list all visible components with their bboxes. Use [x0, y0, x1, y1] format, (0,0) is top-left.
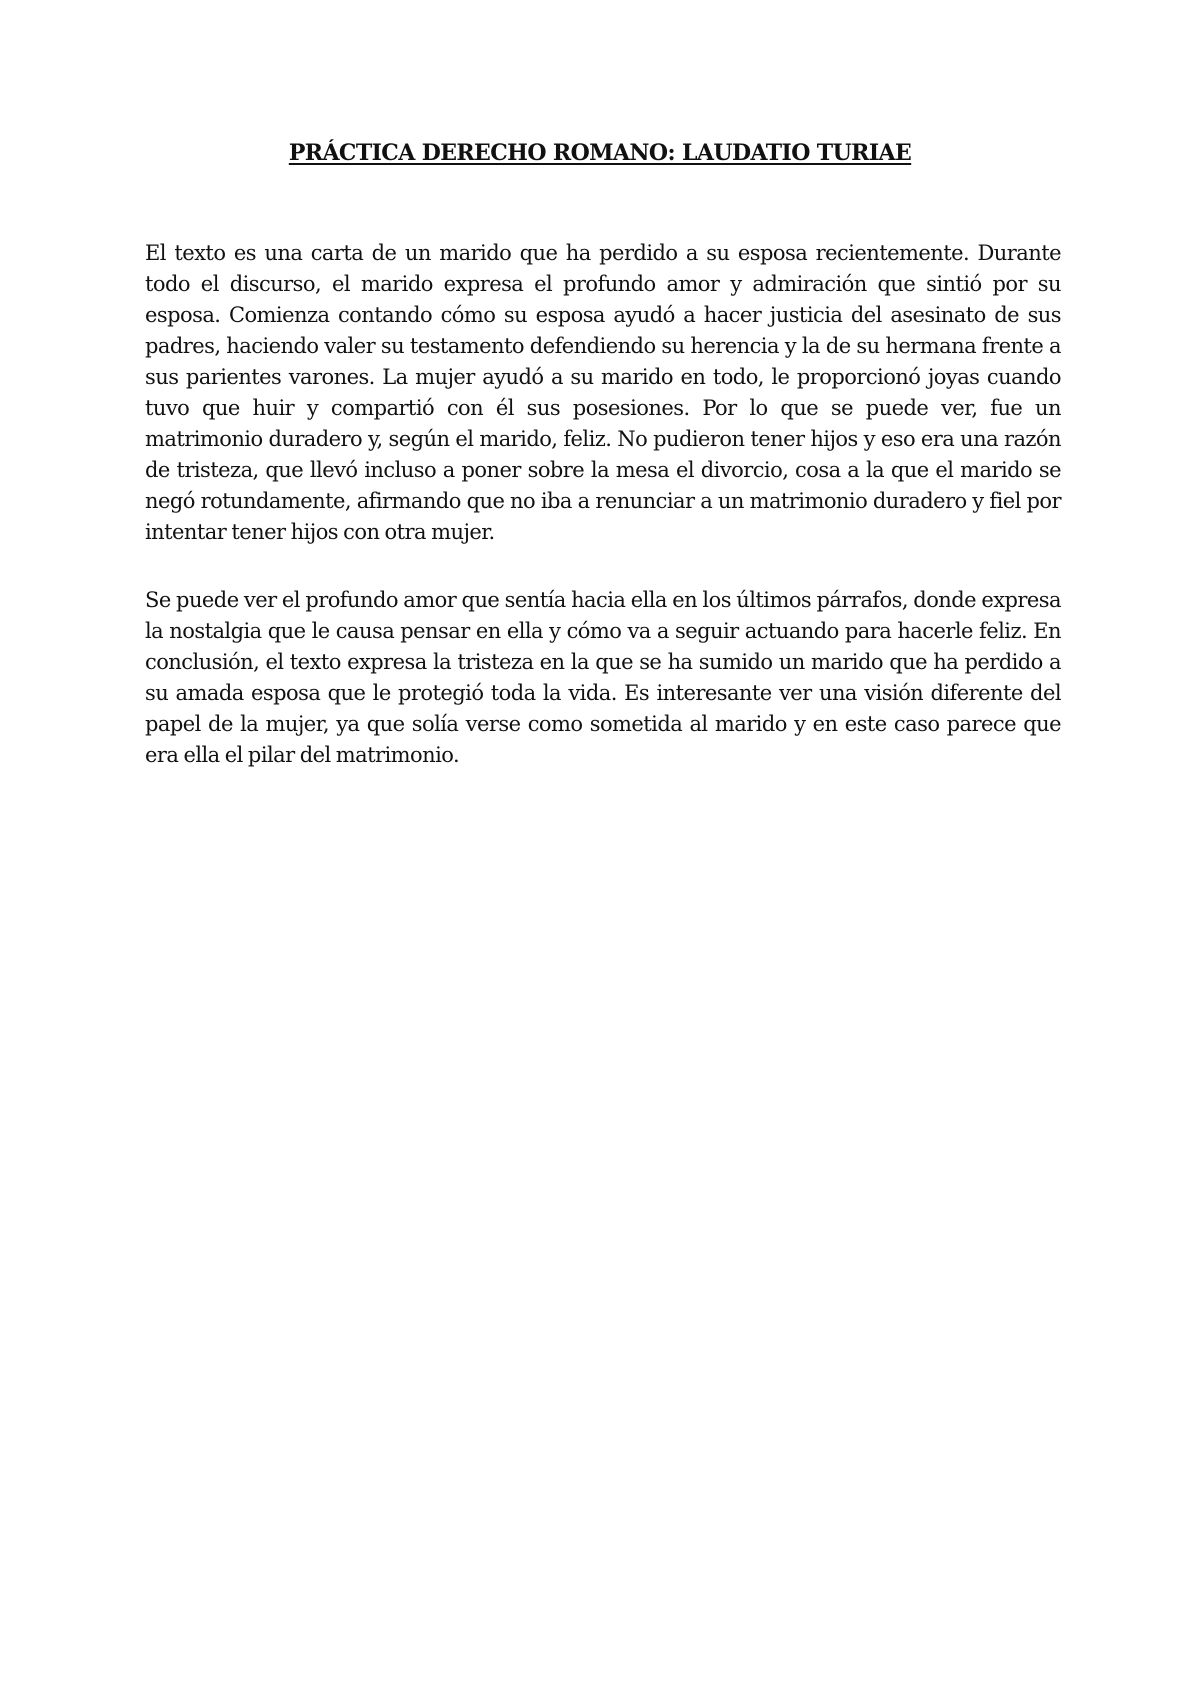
- document-title: PRÁCTICA DERECHO ROMANO: LAUDATIO TURIAE: [288, 140, 912, 166]
- body-paragraph-1: El texto es una carta de un marido que ha perdido a su esposa recientemente. Durante todo el discurso, el marido expresa el profundo amor y admiración que sintió por su esposa. Comienza contando cómo su esposa ayudó a hacer justicia del asesinato de sus padres, haciendo valer su testamento defendiendo su herencia y la de su hermana frente a sus parientes varones. La mujer ayudó a su marido en todo, le proporcionó joyas cuando tuvo que huir y compartió con él sus posesiones. Por lo que se puede ver, fue un matrimonio duradero y, según el marido, feliz. No pudieron tener hijos y eso era una razón de tristeza, que llevó incluso a poner sobre la mesa el divorcio, cosa a la que el marido se negó rotundamente, afirmando que no iba a renunciar a un matrimonio duradero y fiel por intentar tener hijos con otra mujer.: [145, 241, 1061, 544]
- body-paragraph-2: Se puede ver el profundo amor que sentía hacia ella en los últimos párrafos, donde expresa la nostalgia que le causa pensar en ella y cómo va a seguir actuando para hacerle feliz. En conclusión, el texto expresa la tristeza en la que se ha sumido un marido que ha perdido a su amada esposa que le protegió toda la vida. Es interesante ver una visión diferente del papel de la mujer, ya que solía verse como sometida al marido y en este caso parece que era ella el pilar del matrimonio.: [145, 588, 1061, 767]
